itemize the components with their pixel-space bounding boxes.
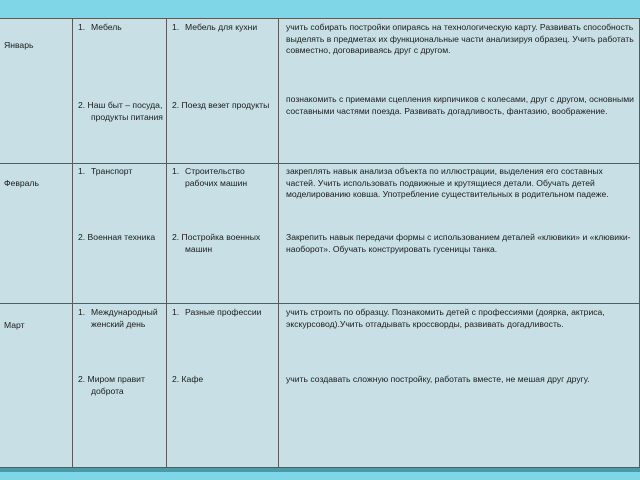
topic-text: 2. Наш быт – посуда, продукты питания	[78, 100, 163, 122]
column-divider	[166, 18, 167, 468]
list-number: 1.	[78, 22, 86, 32]
topic-text: Мебель	[91, 22, 122, 32]
description-text: закреплять навык анализа объекта по иллюстрации, выделения его составных частей. Учить использовать подвижные и крутящиеся детали. Обучать детей моделированию ковша. Употребление существительных в родительном падеже.	[286, 166, 609, 199]
topic-item	[78, 232, 166, 244]
row-divider	[0, 163, 640, 164]
topic-text: 2. Миром правит доброта	[78, 374, 145, 396]
topic-item	[78, 307, 164, 330]
project-item	[172, 100, 280, 112]
list-number: 1.	[172, 166, 180, 176]
column-divider	[72, 18, 73, 468]
topic-item	[78, 374, 164, 397]
list-number: 1.	[78, 166, 86, 176]
description-text: учить создавать сложную постройку, работать вместе, не мешая друг другу.	[286, 374, 590, 384]
plan-table	[0, 18, 640, 468]
description-text: познакомить с приемами сцепления кирпичиков с колесами, друг с другом, основными составными частями поезда. Развивать догадливость, фантазию, воображение.	[286, 94, 634, 116]
topic-text: Транспорт	[91, 166, 133, 176]
month-cell: Февраль	[4, 178, 39, 188]
topic-item	[78, 100, 166, 123]
month-cell: Январь	[4, 40, 34, 50]
project-item	[172, 166, 272, 189]
row-divider	[0, 18, 640, 19]
list-number: 1.	[172, 307, 180, 317]
topic-text: Международный женский день	[91, 307, 158, 329]
topic-text: 2. Военная техника	[78, 232, 156, 242]
bottom-band	[0, 468, 640, 480]
list-number: 1.	[172, 22, 180, 32]
project-text: Разные профессии	[185, 307, 262, 317]
row-divider	[0, 303, 640, 304]
topic-item	[78, 22, 164, 34]
column-divider	[278, 18, 279, 468]
project-text: 2. Кафе	[172, 374, 204, 384]
project-item	[172, 22, 276, 34]
description-text: Закрепить навык передачи формы с использованием деталей «клювики» и «клювики-наоборот». Обучать конструировать гусеницы танка.	[286, 232, 631, 254]
project-text: Мебель для кухни	[185, 22, 258, 32]
project-text: Строительство рабочих машин	[185, 166, 248, 188]
month-cell: Март	[4, 320, 25, 330]
project-text: 2. Поезд везет продукты	[172, 100, 270, 110]
list-number: 1.	[78, 307, 86, 317]
project-item	[172, 307, 276, 319]
project-item	[172, 374, 276, 386]
project-text: 2. Постройка военных машин	[172, 232, 261, 254]
top-band	[0, 0, 640, 18]
description-text: учить строить по образцу. Познакомить детей с профессиями (доярка, актриса, экскурсовод).Учить отгадывать кроссворды, развивать догадливость.	[286, 307, 605, 329]
topic-item	[78, 166, 164, 178]
project-item	[172, 232, 276, 255]
description-text: учить собирать постройки опираясь на технологическую карту. Развивать способность выделять в предметах их функциональные части анализируя образец. Учить работать совместно, договариваясь друг с другом.	[286, 22, 634, 55]
